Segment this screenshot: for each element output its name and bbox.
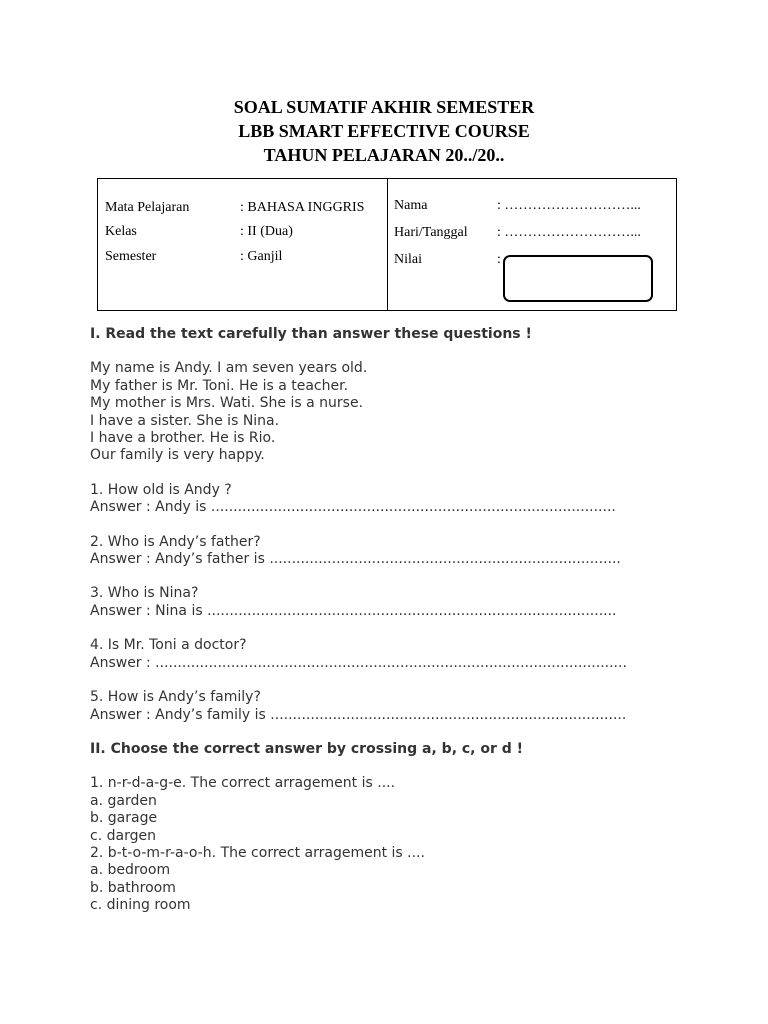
info-value: : BAHASA INGGRIS <box>240 200 365 215</box>
question-text: 2. b-t-o-m-r-a-o-h. The correct arragement is .... <box>90 844 425 861</box>
student-info-box <box>97 178 677 311</box>
multiple-choice-item <box>90 845 690 915</box>
reading-line: Our family is very happy. <box>90 447 265 464</box>
worksheet-header <box>0 95 768 167</box>
info-label: Kelas <box>105 224 137 239</box>
answer-line: Answer : .......................................................................................................... <box>90 654 627 671</box>
answer-option: c. dining room <box>90 897 191 914</box>
info-label: Semester <box>105 249 157 264</box>
section-1-title: I. Read the text carefully than answer these questions ! <box>90 326 532 342</box>
reading-line: My father is Mr. Toni. He is a teacher. <box>90 377 349 394</box>
question-text: 3. Who is Nina? <box>90 585 199 602</box>
question-text: 1. n-r-d-a-g-e. The correct arragement is .... <box>90 775 396 792</box>
info-label: Mata Pelajaran <box>105 200 190 215</box>
answer-option: c. dargen <box>90 827 156 844</box>
answer-line: Answer : Andy’s family is ................................................................................ <box>90 706 627 723</box>
question-item <box>90 482 690 517</box>
answer-line: Answer : Nina is ............................................................................................ <box>90 602 617 619</box>
question-text: 2. Who is Andy’s father? <box>90 533 261 550</box>
answer-option: b. bathroom <box>90 879 176 896</box>
section-2-title: II. Choose the correct answer by crossing a, b, c, or d ! <box>90 740 524 757</box>
reading-line: My mother is Mrs. Wati. She is a nurse. <box>90 395 364 412</box>
question-text: 1. How old is Andy ? <box>90 481 232 498</box>
reading-line: My name is Andy. I am seven years old. <box>90 360 368 377</box>
worksheet-content <box>90 326 690 915</box>
info-label: Nilai <box>394 252 422 267</box>
answer-line: Answer : Andy is ........................................................................................... <box>90 499 616 516</box>
reading-line: I have a brother. He is Rio. <box>90 430 276 447</box>
info-divider <box>387 179 388 310</box>
question-item <box>90 585 690 620</box>
answer-option: a. garden <box>90 792 157 809</box>
header-academic-year: TAHUN PELAJARAN 20../20.. <box>263 145 505 165</box>
date-field: : ………………………... <box>497 225 641 240</box>
info-label: Hari/Tanggal <box>394 225 468 240</box>
question-item <box>90 689 690 724</box>
score-box <box>503 255 653 302</box>
info-label: Nama <box>394 198 428 213</box>
question-text: 4. Is Mr. Toni a doctor? <box>90 637 247 654</box>
reading-line: I have a sister. She is Nina. <box>90 412 280 429</box>
question-item <box>90 534 690 569</box>
header-institution: LBB SMART EFFECTIVE COURSE <box>238 121 530 141</box>
header-title: SOAL SUMATIF AKHIR SEMESTER <box>233 97 535 117</box>
question-item <box>90 637 690 672</box>
name-field: : ………………………... <box>497 198 641 213</box>
reading-text <box>90 360 690 464</box>
answer-option: b. garage <box>90 810 158 827</box>
info-value: : <box>497 252 501 267</box>
info-value: : II (Dua) <box>240 224 293 239</box>
answer-line: Answer : Andy’s father is ............................................................................... <box>90 551 621 568</box>
question-text: 5. How is Andy’s family? <box>90 689 261 706</box>
multiple-choice-item <box>90 775 690 845</box>
answer-option: a. bedroom <box>90 862 171 879</box>
info-value: : Ganjil <box>240 249 283 264</box>
